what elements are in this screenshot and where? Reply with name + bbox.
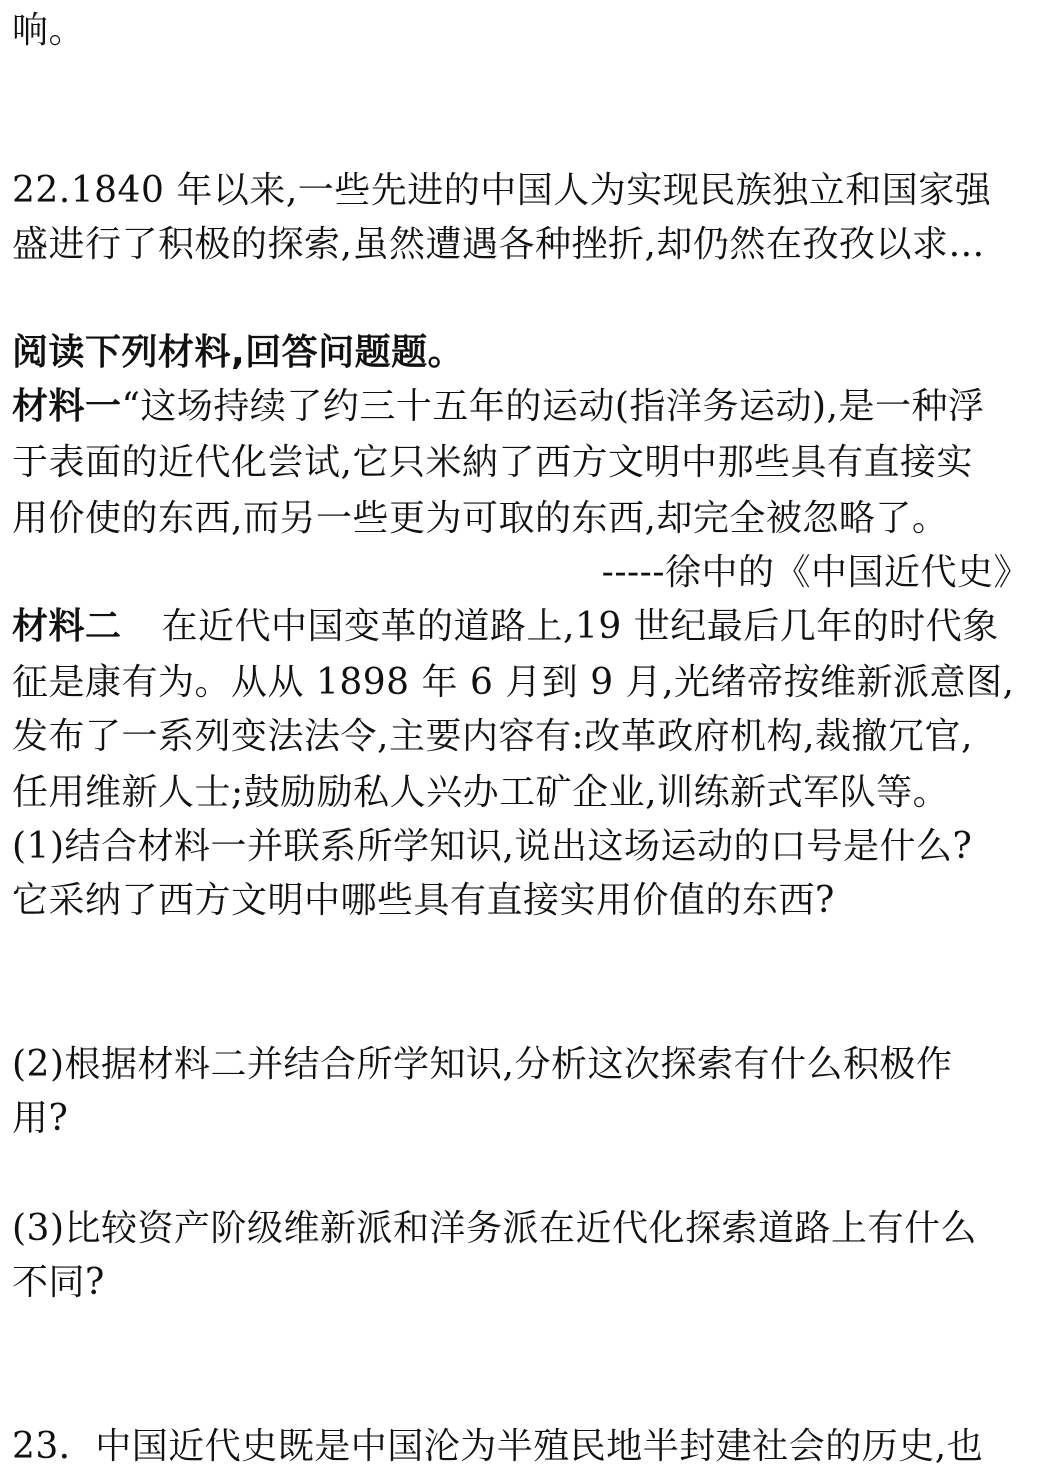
material2-text-1: 在近代中国变革的道路上,19 世纪最后几年的时代象 — [161, 606, 999, 647]
material1-source: -----徐中的《中国近代史》 — [601, 552, 1030, 593]
question3-line-2: 不同? — [12, 1262, 105, 1303]
q22-instruction: 阅读下列材料,回答问题题。 — [12, 332, 465, 373]
question1-line-1: (1)结合材料一并联系所学知识,说出这场运动的口号是什么? — [12, 826, 973, 867]
material2-label: 材料二 — [12, 606, 122, 647]
material1-line-1 — [12, 384, 1032, 430]
question2-line-2: 用? — [12, 1098, 69, 1139]
material1-text-1: “这场持续了约三十五年的运动(指洋务运动),是一种浮 — [121, 386, 985, 427]
material2-line-3: 发布了一系列变法法令,主要内容有:改革政府机构,裁撤冗官, — [12, 716, 973, 757]
question1-line-2: 它采纳了西方文明中哪些具有直接实用价值的东西? — [12, 880, 835, 921]
q23-line-1: 23．中国近代史既是中国沦为半殖民地半封建社会的历史,也 — [12, 1426, 984, 1467]
question2-line-1: (2)根据材料二并结合所学知识,分析这次探索有什么积极作 — [12, 1044, 953, 1085]
question3-line-1: (3)比较资产阶级维新派和洋务派在近代化探索道路上有什么 — [12, 1208, 977, 1249]
material1-line-3: 用价使的东西,而另一些更为可取的东西,却完全被忽略了。 — [12, 498, 949, 539]
material2-line-1 — [12, 604, 1032, 650]
material2-line-4: 任用维新人士;鼓励励私人兴办工矿企业,训练新式军队等。 — [12, 772, 950, 813]
material1-line-2: 于表面的近代化尝试,它只米納了西方文明中那些具有直接实 — [12, 442, 973, 483]
q22-line-2: 盛进行了积极的探索,虽然遭遇各种挫折,却仍然在孜孜以求… — [12, 224, 985, 265]
q22-line-1: 22.1840 年以来,一些先进的中国人为实现民族独立和国家强 — [12, 170, 992, 211]
material2-line-2: 征是康有为。从从 1898 年 6 月到 9 月,光绪帝按维新派意图, — [12, 662, 1015, 703]
fragment-top: 响。 — [12, 10, 86, 51]
material1-label: 材料一 — [12, 386, 122, 427]
